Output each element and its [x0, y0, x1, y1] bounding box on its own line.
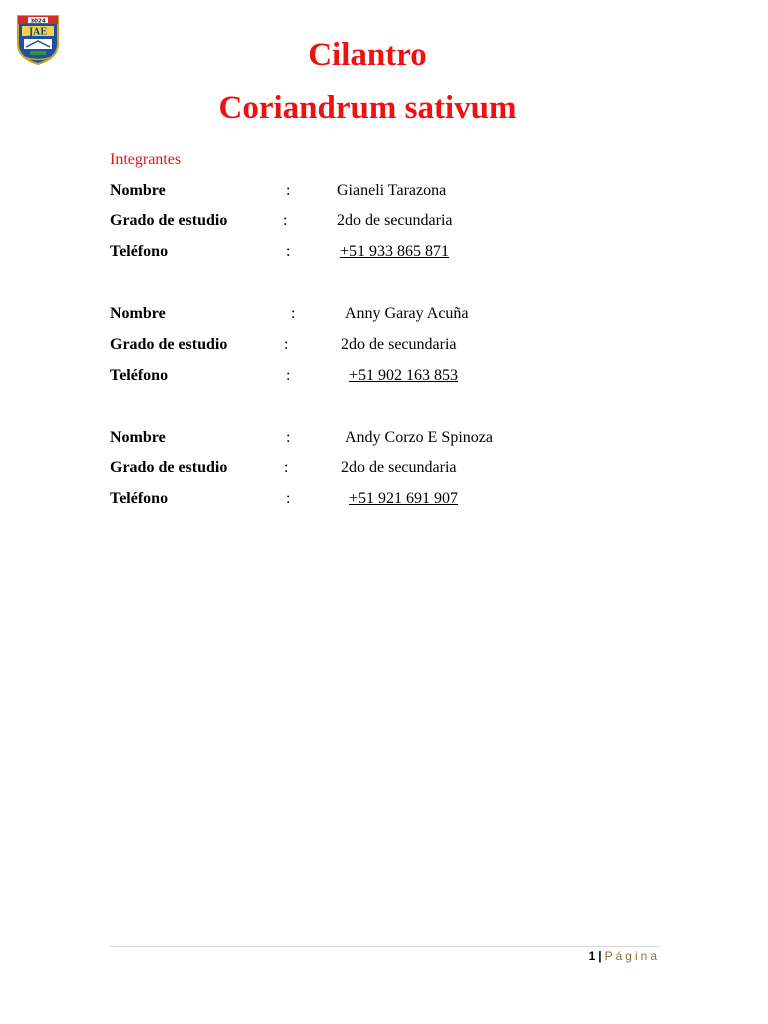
colon: : — [284, 459, 289, 476]
colon: : — [284, 336, 289, 353]
member-1-grade-row — [110, 210, 610, 232]
member-3-name-row — [110, 427, 610, 449]
member-2-grade-label: Grado de estudio — [110, 336, 228, 353]
crest-initials: JAE — [28, 27, 48, 38]
member-1-name-row — [110, 180, 610, 202]
document-subtitle: Coriandrum sativum — [218, 90, 517, 126]
member-2-phone-label: Teléfono — [110, 367, 169, 384]
member-1-grade-label: Grado de estudio — [110, 212, 228, 229]
footer-separator: | — [598, 949, 602, 963]
member-2-grade-row — [110, 334, 610, 356]
colon: : — [286, 429, 291, 446]
colon: : — [283, 212, 288, 229]
page-number: 1 — [588, 949, 596, 963]
member-1-phone-row — [110, 241, 610, 263]
colon: : — [291, 305, 296, 322]
member-2-phone-link[interactable]: +51 902 163 853 — [349, 367, 459, 384]
member-2-name-row — [110, 303, 610, 325]
member-1-phone-link[interactable]: +51 933 865 871 — [340, 243, 450, 260]
member-3-grade-row — [110, 457, 610, 479]
page-label: Página — [604, 949, 660, 963]
member-3-grade-label: Grado de estudio — [110, 459, 228, 476]
colon: : — [286, 182, 291, 199]
member-3-name-value: Andy Corzo E Spinoza — [345, 429, 493, 446]
member-2-name-value: Anny Garay Acuña — [345, 305, 469, 322]
member-1-grade-value: 2do de secundaria — [337, 212, 453, 229]
member-1-phone-label: Teléfono — [110, 243, 169, 260]
member-3-phone-link[interactable]: +51 921 691 907 — [349, 490, 459, 507]
section-label-integrantes: Integrantes — [110, 151, 182, 168]
colon: : — [286, 243, 291, 260]
footer-divider — [110, 946, 660, 947]
member-1-name-value: Gianeli Tarazona — [337, 182, 447, 199]
colon: : — [286, 367, 291, 384]
member-3-phone-label: Teléfono — [110, 490, 169, 507]
member-2-grade-value: 2do de secundaria — [341, 336, 457, 353]
member-3-name-label: Nombre — [110, 429, 166, 446]
colon: : — [286, 490, 291, 507]
member-3-phone-row — [110, 488, 610, 510]
member-2-phone-row — [110, 365, 610, 387]
crest-number: 3024 — [30, 18, 46, 25]
page-footer — [589, 948, 660, 964]
member-2-name-label: Nombre — [110, 305, 166, 322]
member-3-grade-value: 2do de secundaria — [341, 459, 457, 476]
member-1-name-label: Nombre — [110, 182, 166, 199]
document-title: Cilantro — [308, 37, 427, 73]
